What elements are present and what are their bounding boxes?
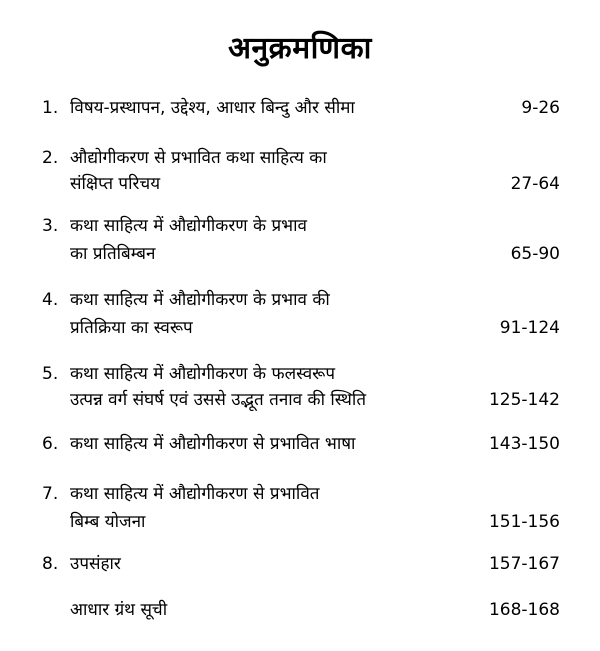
- entry-title-line-1: उपसंहार: [70, 554, 121, 574]
- entry-pages: 65-90: [510, 244, 560, 264]
- entry-title-line-1: औद्योगीकरण से प्रभावित कथा साहित्य का: [70, 148, 327, 168]
- entry-title-line-1: कथा साहित्य में औद्योगीकरण से प्रभावित भाषा: [70, 434, 356, 454]
- entry-pages: 91-124: [499, 318, 560, 338]
- entry-title-line-2: का प्रतिबिम्बन: [70, 244, 156, 264]
- entry-pages: 157-167: [488, 554, 560, 574]
- entry-pages: 143-150: [488, 434, 560, 454]
- entry-pages: 125-142: [488, 390, 560, 410]
- entry-number: 1.: [42, 98, 59, 118]
- entry-number: 8.: [42, 554, 59, 574]
- entry-pages: 168-168: [488, 600, 560, 620]
- entry-title-line-1: विषय-प्रस्थापन, उद्देश्य, आधार बिन्दु और सीमा: [70, 98, 355, 118]
- entry-pages: 27-64: [510, 174, 560, 194]
- entry-title-line-2: बिम्ब योजना: [70, 512, 146, 532]
- entry-title-line-2: उत्पन्न वर्ग संघर्ष एवं उससे उद्भूत तनाव की स्थिति: [70, 390, 367, 410]
- entry-title-line-2: प्रतिक्रिया का स्वरूप: [70, 318, 193, 338]
- entry-title-line-1: कथा साहित्य में औद्योगीकरण के फलस्वरूप: [70, 364, 336, 384]
- entry-pages: 9-26: [521, 98, 560, 118]
- entry-number: 7.: [42, 484, 59, 504]
- entry-number: 5.: [42, 364, 59, 384]
- entry-number: 4.: [42, 290, 59, 310]
- entry-pages: 151-156: [488, 512, 560, 532]
- entry-title-line-1: आधार ग्रंथ सूची: [70, 600, 168, 620]
- entry-title-line-2: संक्षिप्त परिचय: [70, 174, 161, 194]
- entry-title-line-1: कथा साहित्य में औद्योगीकरण से प्रभावित: [70, 484, 320, 504]
- entry-number: 2.: [42, 148, 59, 168]
- entry-title-line-1: कथा साहित्य में औद्योगीकरण के प्रभाव: [70, 216, 307, 236]
- entry-number: 3.: [42, 216, 59, 236]
- entry-title-line-1: कथा साहित्य में औद्योगीकरण के प्रभाव की: [70, 290, 330, 310]
- page-title: अनुक्रमणिका: [228, 31, 372, 66]
- entry-number: 6.: [42, 434, 59, 454]
